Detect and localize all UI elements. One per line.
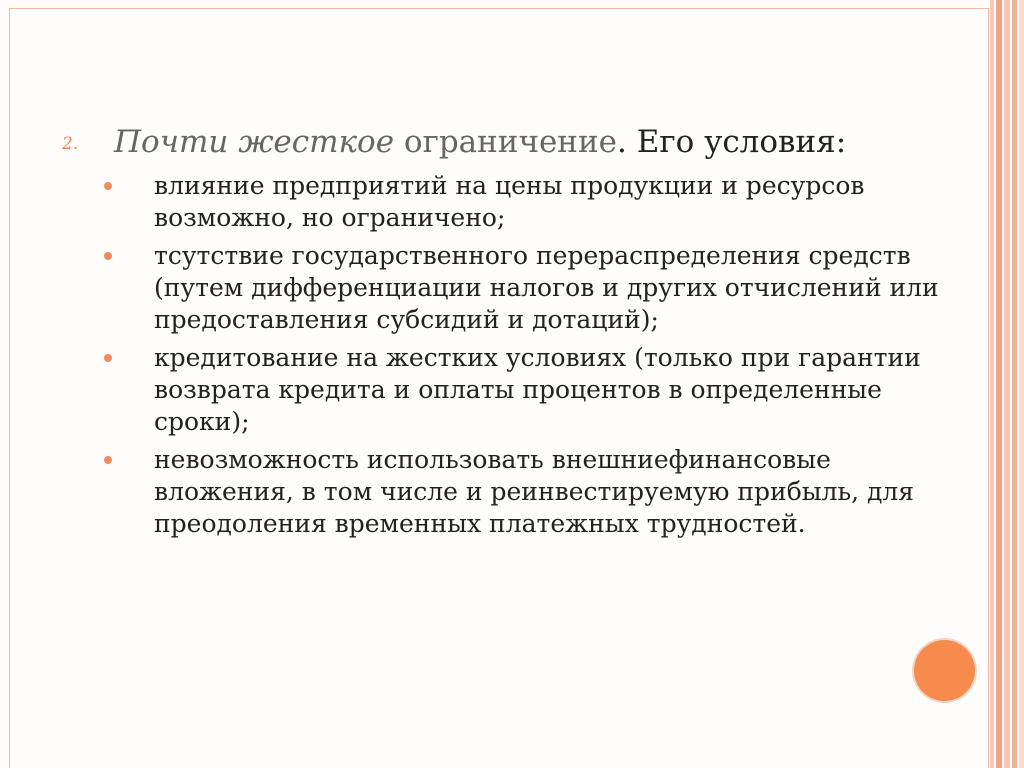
decorative-circle-icon	[914, 640, 975, 701]
bullet-text: невозможность использовать внешниефинансовые вложения, в том числе и реинвестируемую прибыль, для преодоления временных платежных трудностей.	[154, 445, 915, 538]
list-item	[100, 342, 970, 438]
list-item	[100, 444, 970, 540]
decorative-stripe	[1012, 0, 1017, 768]
bullet-list	[100, 170, 970, 546]
bullet-text: кредитование на жестких условиях (только при гарантии возврата кредита и оплаты процентов в определенные сроки);	[154, 343, 921, 436]
list-number: 2.	[62, 134, 79, 154]
bullet-dot-icon	[104, 354, 112, 362]
bullet-text: тсутствие государственного перераспределения средств (путем дифференциации налогов и других отчислений или предоставления субсидий и дотаций);	[154, 241, 939, 334]
bullet-dot-icon	[104, 252, 112, 260]
heading-dark-text: . Его условия:	[616, 124, 847, 160]
heading-gray-text: ограничение	[394, 124, 617, 160]
decorative-stripe	[1004, 0, 1010, 768]
bullet-dot-icon	[104, 182, 112, 190]
decorative-stripe	[996, 0, 1002, 768]
list-item	[100, 240, 970, 336]
list-item	[100, 170, 970, 234]
heading-italic-text: Почти жесткое	[114, 124, 395, 160]
bullet-text: влияние предприятий на цены продукции и ресурсов возможно, но ограничено;	[154, 171, 865, 232]
decorative-stripe	[1019, 0, 1024, 768]
bullet-dot-icon	[104, 456, 112, 464]
slide-heading	[62, 124, 962, 162]
decorative-stripe	[990, 0, 994, 768]
